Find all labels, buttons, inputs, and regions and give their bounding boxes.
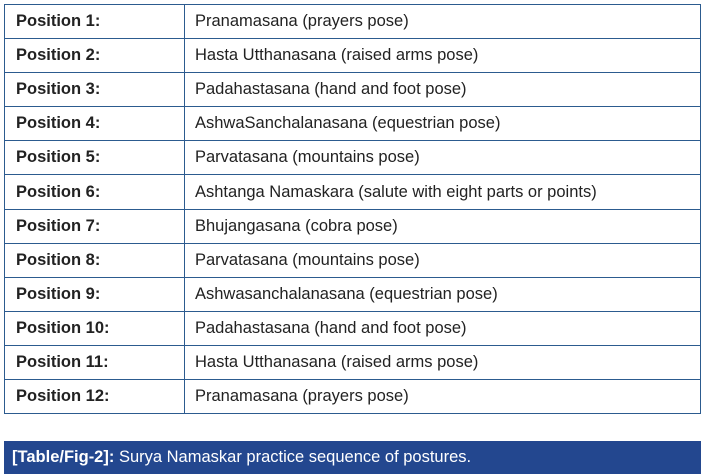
figure-caption [4, 441, 701, 474]
posture-cell: Ashwasanchalanasana (equestrian pose) [185, 277, 701, 311]
posture-cell: Bhujangasana (cobra pose) [185, 209, 701, 243]
posture-cell: Pranamasana (prayers pose) [185, 5, 701, 39]
table-row [5, 107, 701, 141]
posture-cell: Padahastasana (hand and foot pose) [185, 311, 701, 345]
posture-cell: Pranamasana (prayers pose) [185, 380, 701, 414]
table-row [5, 345, 701, 379]
posture-sequence-table [4, 4, 701, 414]
posture-cell: Parvatasana (mountains pose) [185, 141, 701, 175]
position-cell: Position 7: [5, 209, 185, 243]
position-cell: Position 11: [5, 345, 185, 379]
table-row [5, 311, 701, 345]
position-cell: Position 10: [5, 311, 185, 345]
table-row [5, 380, 701, 414]
position-cell: Position 8: [5, 243, 185, 277]
posture-cell: Hasta Utthanasana (raised arms pose) [185, 345, 701, 379]
position-cell: Position 2: [5, 39, 185, 73]
position-cell: Position 5: [5, 141, 185, 175]
position-cell: Position 3: [5, 73, 185, 107]
caption-text: Surya Namaskar practice sequence of postures. [114, 448, 472, 466]
table-row [5, 277, 701, 311]
table-row [5, 243, 701, 277]
table-row [5, 209, 701, 243]
table-row [5, 73, 701, 107]
table-row [5, 5, 701, 39]
position-cell: Position 12: [5, 380, 185, 414]
posture-cell: AshwaSanchalanasana (equestrian pose) [185, 107, 701, 141]
position-cell: Position 1: [5, 5, 185, 39]
table-body [5, 5, 701, 414]
position-cell: Position 4: [5, 107, 185, 141]
posture-cell: Parvatasana (mountains pose) [185, 243, 701, 277]
position-cell: Position 6: [5, 175, 185, 209]
position-cell: Position 9: [5, 277, 185, 311]
posture-cell: Hasta Utthanasana (raised arms pose) [185, 39, 701, 73]
caption-label: [Table/Fig-2]: [12, 448, 115, 466]
posture-cell: Ashtanga Namaskara (salute with eight parts or points) [185, 175, 701, 209]
table-row [5, 141, 701, 175]
table-row [5, 39, 701, 73]
posture-cell: Padahastasana (hand and foot pose) [185, 73, 701, 107]
table-row [5, 175, 701, 209]
